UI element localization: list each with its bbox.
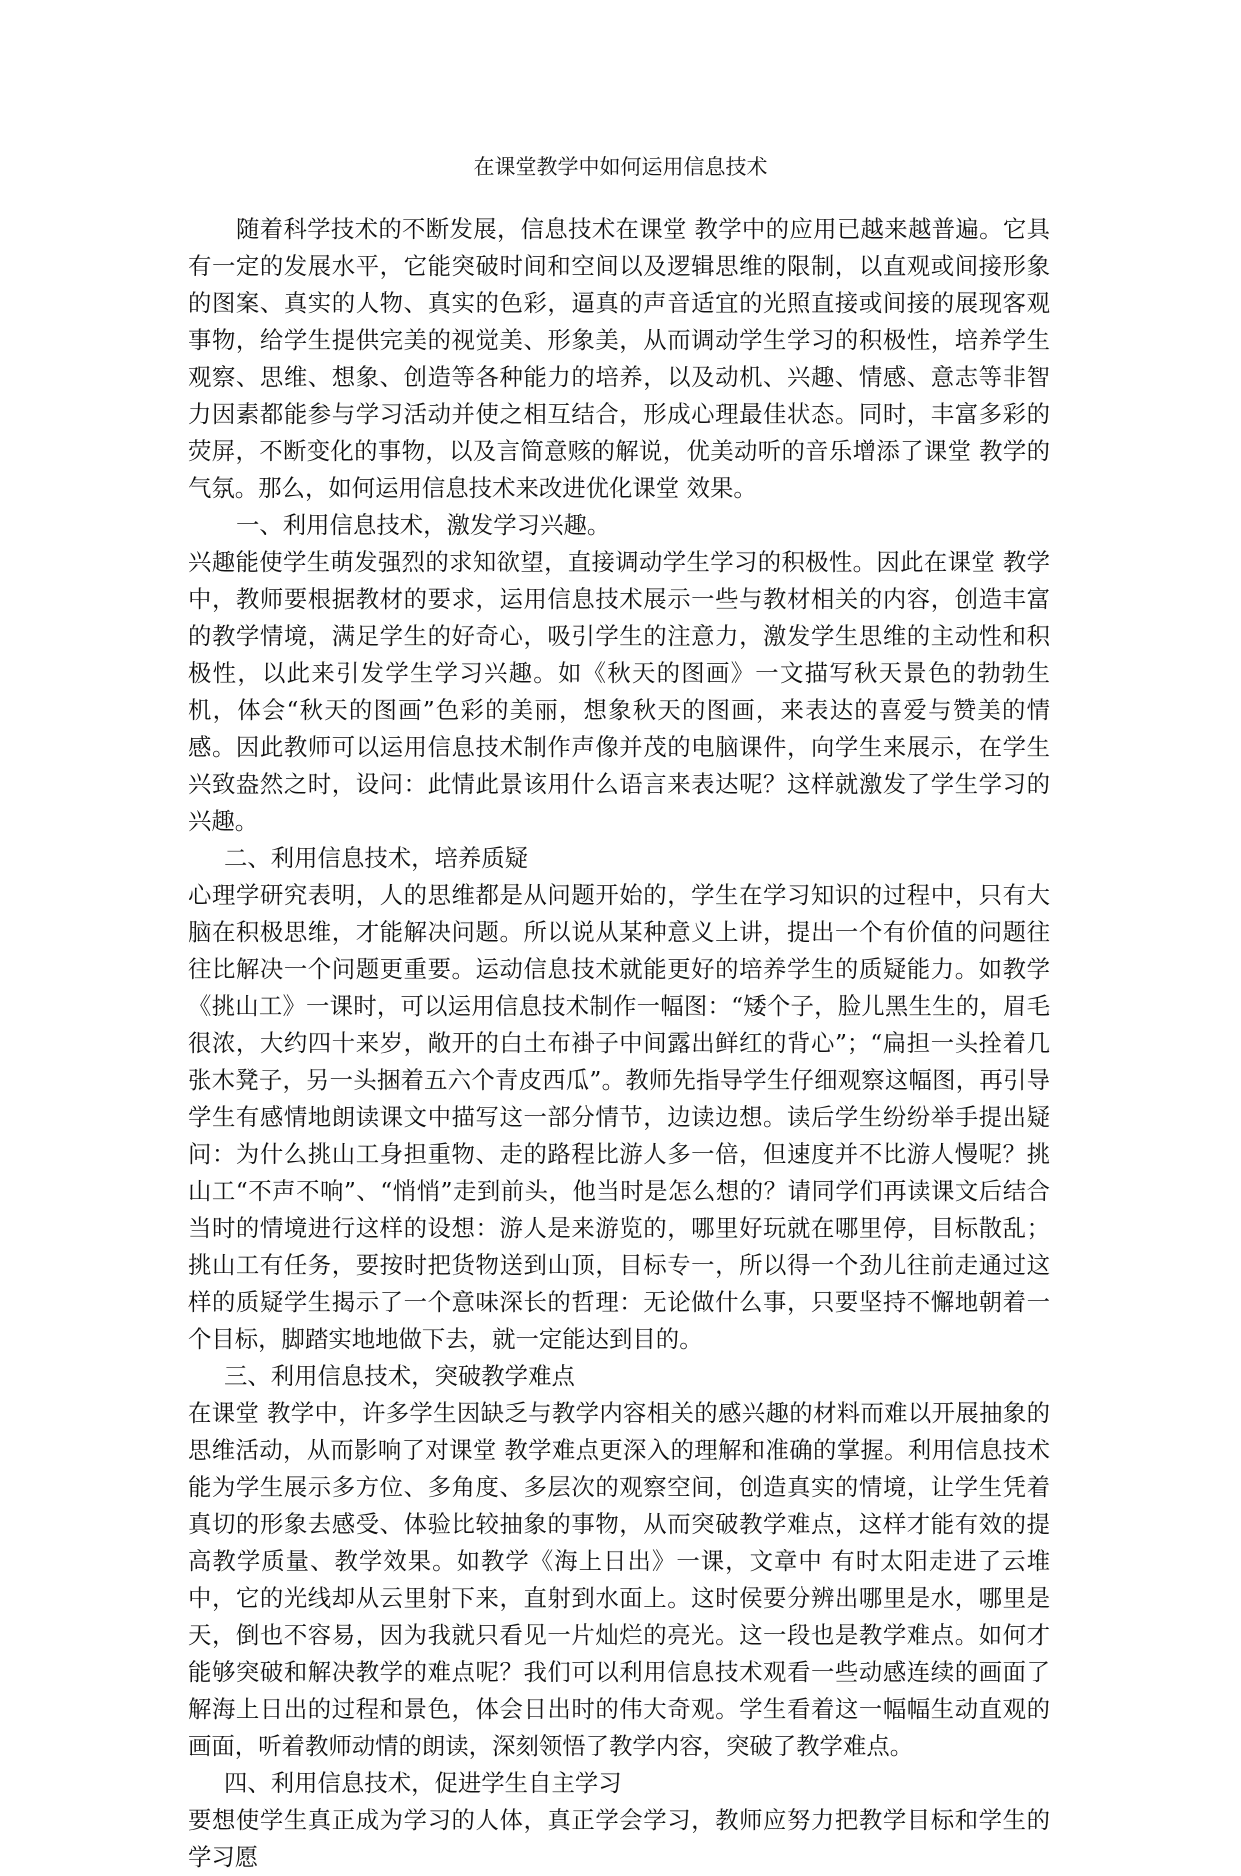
section-paragraph-1: 兴趣能使学生萌发强烈的求知欲望，直接调动学生学习的积极性。因此在课堂 教学中，教师要根据教材的要求，运用信息技术展示一些与教材相关的内容，创造丰富的教学情境，满足学生的好奇心，吸引学生的注意力，激发学生思维的主动性和积极性，以此来引发学生学习兴趣。如《秋天的图画》一文描写秋天景色的勃勃生机，体会“秋天的图画”色彩的美丽，想象秋天的图画，来表达的喜爱与赞美的情感。因此教师可以运用信息技术制作声像并茂的电脑课件，向学生来展示，在学生兴致盎然之时，设问：此情此景该用什么语言来表达呢？这样就激发了学生学习的兴趣。	[188, 548, 1050, 835]
section-paragraph-2: 心理学研究表明，人的思维都是从问题开始的，学生在学习知识的过程中，只有大脑在积极思维，才能解决问题。所以说从某种意义上讲，提出一个有价值的问题往往比解决一个问题更重要。运动信息技术就能更好的培养学生的质疑能力。如教学 《挑山工》一课时，可以运用信息技术制作一幅图：“矮个子，脸儿黑生生的，眉毛很浓，大约四十来岁，敞开的白土布褂子中间露出鲜红的背心”；“扁担一头拴着几张木凳子，另一头捆着五六个青皮西瓜”。教师先指导学生仔细观察这幅图，再引导学生有感情地朗读课文中描写这一部分情节，边读边想。读后学生纷纷举手提出疑问：为什么挑山工身担重物、走的路程比游人多一倍，但速度并不比游人慢呢？挑山工“不声不响”、“悄悄”走到前头，他当时是怎么想的？请同学们再读课文后结合当时的情境进行这样的设想：游人是来游览的，哪里好玩就在哪里停，目标散乱；挑山工有任务，要按时把货物送到山顶，目标专一，所以得一个劲儿往前走通过这样的质疑学生揭示了一个意味深长的哲理：无论做什么事，只要坚持不懈地朝着一个目标，脚踏实地地做下去，就一定能达到目的。	[188, 881, 1050, 1353]
intro-paragraph: 随着科学技术的不断发展，信息技术在课堂 教学中的应用已越来越普遍。它具有一定的发展水平，它能突破时间和空间以及逻辑思维的限制，以直观或间接形象的图案、真实的人物、真实的色彩，逼真的声音适宜的光照直接或间接的展现客观事物，给学生提供完美的视觉美、形象美，从而调动学生学习的积极性，培养学生观察、思维、想象、创造等各种能力的培养，以及动机、兴趣、情感、意志等非智力因素都能参与学习活动并使之相互结合，形成心理最佳状态。同时，丰富多彩的荧屏，不断变化的事物，以及言简意赅的解说，优美动听的音乐增添了课堂 教学的气氛。那么，如何运用信息技术来改进优化课堂 效果。	[188, 215, 1050, 502]
section-paragraph-4: 要想使学生真正成为学习的人体，真正学会学习，教师应努力把教学目标和学生的学习愿	[188, 1806, 1050, 1871]
section-heading-2: 二、利用信息技术，培养质疑	[224, 844, 529, 872]
document-title: 在课堂教学中如何运用信息技术	[473, 155, 768, 179]
section-paragraph-3: 在课堂 教学中，许多学生因缺乏与教学内容相关的感兴趣的材料而难以开展抽象的思维活动，从而影响了对课堂 教学难点更深入的理解和准确的掌握。利用信息技术能为学生展示多方位、多角度、多层次的观察空间，创造真实的情境，让学生凭着真切的形象去感受、体验比较抽象的事物，从而突破教学难点，这样才能有效的提高教学质量、教学效果。如教学《海上日出》一课，文章中 有时太阳走进了云堆中，它的光线却从云里射下来，直射到水面上。这时侯要分辨出哪里是水，哪里是天，倒也不容易，因为我就只看见一片灿烂的亮光。这一段也是教学难点。如何才能够突破和解决教学的难点呢？我们可以利用信息技术观看一些动感连续的画面了解海上日出的过程和景色，体会日出时的伟大奇观。学生看着这一幅幅生动直观的画面，听着教师动情的朗读，深刻领悟了教学内容，突破了教学难点。	[188, 1399, 1050, 1760]
section-heading-3: 三、利用信息技术，突破教学难点	[224, 1362, 575, 1390]
document-body	[188, 211, 1050, 1876]
section-heading-1: 一、利用信息技术，激发学习兴趣。	[236, 511, 611, 539]
section-heading-4: 四、利用信息技术，促进学生自主学习	[224, 1769, 622, 1797]
